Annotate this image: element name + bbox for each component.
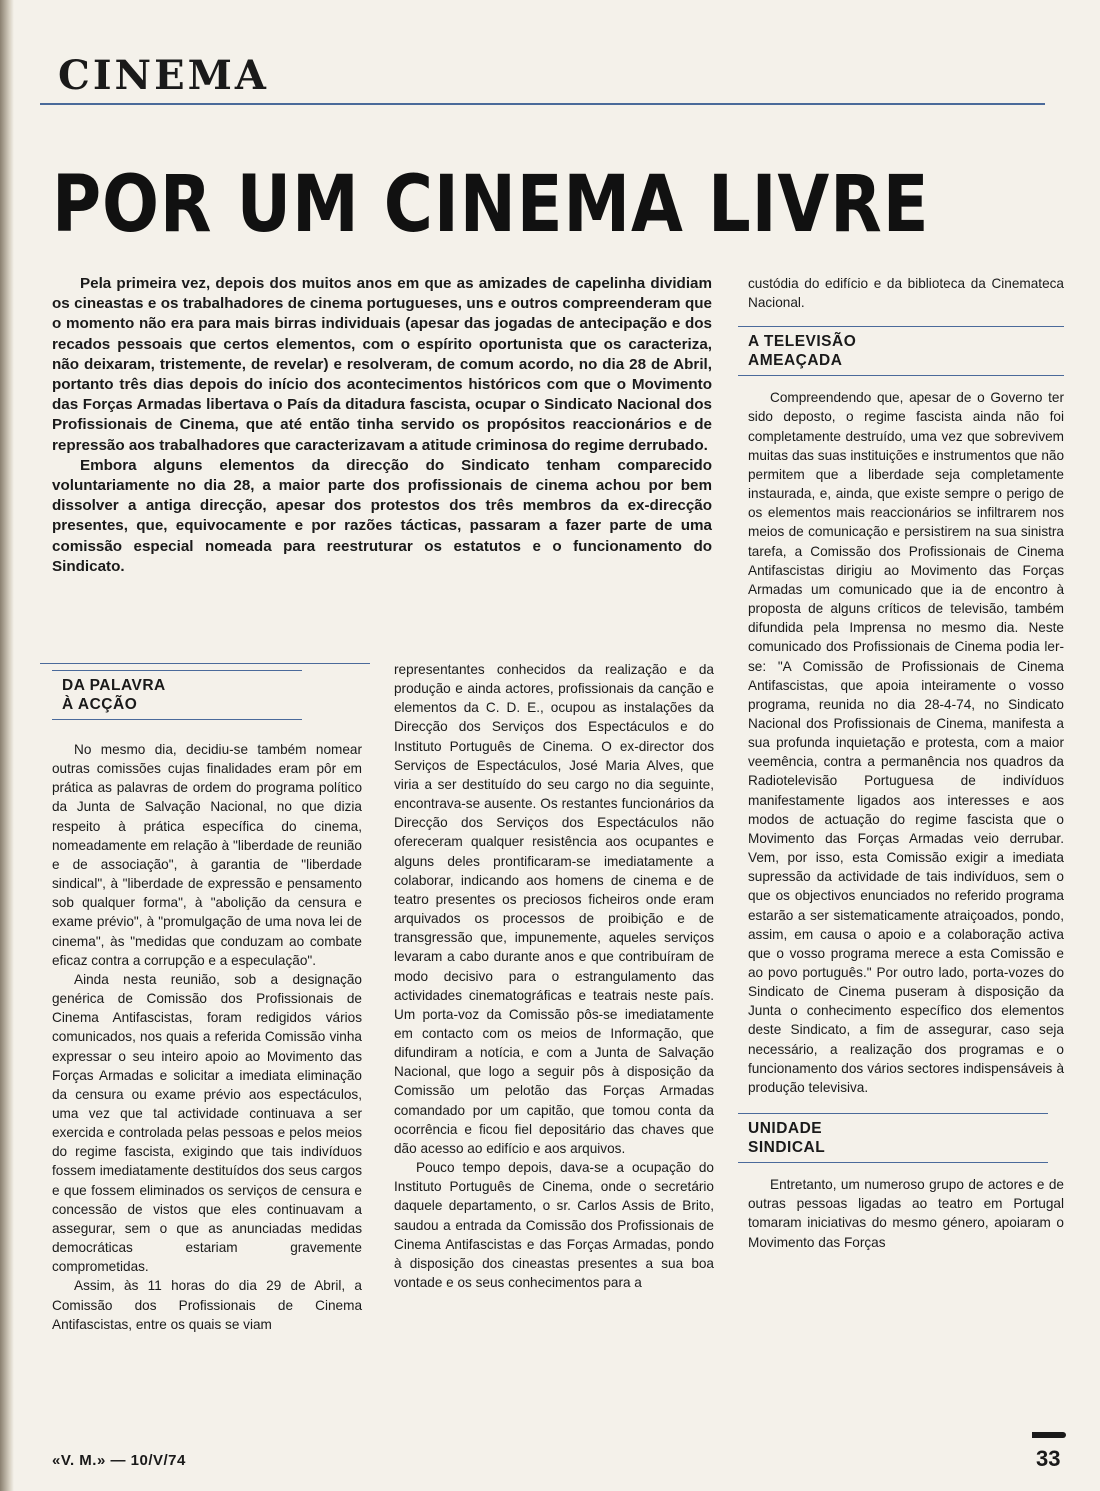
article-headline: POR UM CINEMA LIVRE bbox=[52, 160, 930, 250]
column-3 bbox=[748, 274, 1064, 1252]
paragraph: Ainda nesta reunião, sob a designação genérica de Comissão dos Profissionais de Cinema Antifascistas, foram redigidos vários comunicados, nos quais a referida Comissão vinha expressar o seu inteiro apoio ao Movimento das Forças Armadas e solicitar a imediata eliminação da censura ou exame prévio aos espectáculos, uma vez que tal actividade continuava a ser exercida e controlada pelas pessoas e pelos meios do regime fascista, exigindo que tais indivíduos fossem imediatamente destituídos dos seus cargos e que fossem eliminados os serviços de censura e concessão de vistos que eles continuavam a assegurar, sem o que as anunciadas medidas democráticas estariam gravemente comprometidas. bbox=[52, 971, 362, 1275]
paragraph: Entretanto, um numeroso grupo de actores e de outras pessoas ligadas ao teatro em Portugal tomaram iniciativas do mesmo género, apoiaram o Movimento das Forças bbox=[748, 1177, 1064, 1250]
paragraph: Assim, às 11 horas do dia 29 de Abril, a Comissão dos Profissionais de Cinema Antifascistas, entre os quais se viam bbox=[52, 1278, 362, 1332]
subhead-da-palavra bbox=[62, 670, 302, 720]
page-number: 33 bbox=[1036, 1446, 1061, 1471]
column-1 bbox=[52, 740, 362, 1334]
subhead-line: SINDICAL bbox=[748, 1139, 826, 1157]
section-title: CINEMA bbox=[58, 52, 269, 99]
paragraph: No mesmo dia, decidiu-se também nomear outras comissões cujas finalidades eram pôr em prática as palavras de ordem do programa político da Junta de Salvação Nacional, no que dizia respeito à prática específica do cinema, nomeadamente em relação à "liberdade de reunião e de associação", à garantia de "liberdade sindical", à "liberdade de expressão e pensamento sob qualquer forma", à "abolição da censura e exame prévio", à "promulgação de uma nova lei de cinema", às "medidas que conduzam ao combate eficaz contra a corrupção e a especulação". bbox=[52, 742, 362, 968]
issue-footer: «V. M.» — 10/V/74 bbox=[52, 1452, 186, 1469]
subhead-line: AMEAÇADA bbox=[748, 352, 843, 370]
page-edge-shadow bbox=[0, 0, 14, 1491]
article-lead bbox=[52, 274, 712, 577]
paragraph: Compreendendo que, apesar de o Governo ter sido deposto, o regime fascista ainda não foi completamente destruído, uma vez que sobrevivem muitas das suas instituições e instrumentos que não permitem que a liberdade seja completamente instaurada, e, ainda, que existe sempre o perigo de os elementos mais reaccionários se infiltrarem nos meios de comunicação e persistirem na sua sinistra tarefa, a Comissão dos Profissionais de Cinema Antifascistas dirigiu ao Movimento das Forças Armadas um comunicado que ia de encontro à proposta de alguns críticos de televisão, também difundida pela Imprensa no mesmo dia. Neste comunicado dos Profissionais de Cinema podia ler-se: "A Comissão de Profissionais de Cinema Antifascistas, que apoia inteiramente o vosso programa, reunida no dia 28-4-74, no Sindicato Nacional dos Profissionais de Cinema, manifesta a sua profunda inquietação e protesta, com a maior veemência, contra a permanência nos quadros da Radiotelevisão Portuguesa de indivíduos manifestamente ligados aos interesses e aos modos de actuação do regime fascista que o Movimento das Forças Armadas veio derrubar. Vem, por isso, esta Comissão exigir a imediata supressão da actividade de tais indivíduos, sem o que os objectivos enunciados no referido programa estarão a ser sistematicamente atraiçoados, pondo, assim, em causa o apoio e a colaboração activa que o vosso programa merece a esta Comissão e ao povo português." Por outro lado, porta-vozes do Sindicato de Cinema puseram à disposição da Junta o conhecimento específico dos elementos deste Sindicato, a fim de assegurar, caso seja necessário, a realização dos programas e o funcionamento dos vários sectores indispensáveis à produção televisiva. bbox=[748, 390, 1064, 1095]
paragraph: representantes conhecidos da realização e da produção e ainda actores, profissionais da canção e elementos da C. D. E., ocupou as instalações da Direcção dos Serviços dos Espectáculos e do Instituto Português de Cinema. O ex-director dos Serviços de Espectáculos, José Maria Alves, que viria a ser destituído do seu cargo no dia seguinte, encontrava-se ausente. Os restantes funcionários da Direcção dos Serviços dos Espectáculos não ofereceram qualquer resistência aos ocupantes e alguns deles prontificaram-se imediatamente a colaborar, indicando aos homens de cinema e de teatro presentes os preciosos ficheiros onde eram arquivados os processos de proibição e de transgressão que, impunemente, aqueles serviços levaram a cabo durante anos e que contribuíram de modo decisivo para o estrangulamento das actividades cinematográficas e teatrais neste país. Um porta-voz da Comissão pôs-se imediatamente em contacto com os meios de Informação, que difundiram a notícia, e com a Junta de Salvação Nacional, que logo a seguir pôs à disposição da Comissão um pelotão das Forças Armadas comandado por um capitão, que tomou conta da ocorrência e ficou fiel depositário das chaves que dão acesso ao edifício e aos arquivos. bbox=[394, 662, 714, 1156]
section-rule bbox=[40, 103, 1045, 105]
lead-paragraph: Pela primeira vez, depois dos muitos anos em que as amizades de capelinha dividiam os cineastas e os trabalhadores de cinema portugueses, uns e outros compreenderam que o momento não era para mais birras individuais (apesar das jogadas de antecipação e dos recados pessoais que certos elementos, com o espírito oportunista que os caracteriza, não deixaram, tristemente, de revelar) e resolveram, de comum acordo, no dia 28 de Abril, portanto três dias depois do início dos acontecimentos históricos com que o Movimento das Forças Armadas libertava o País da ditadura fascista, ocupar o Sindicato Nacional dos Profissionais de Cinema, que até então tinha servido os propósitos reaccionários e de repressão aos trabalhadores que caracterizavam a atitude criminosa do regime derrubado. bbox=[52, 275, 712, 454]
lead-paragraph: Embora alguns elementos da direcção do Sindicato tenham comparecido voluntariamente no dia 28, a maior parte dos profissionais de cinema achou por bem dissolver a antiga direcção, apesar dos protestos dos três membros da ex-direcção presentes, que, equivocamente e por razões tácticas, passaram a fazer parte de uma comissão especial nomeada para reestruturar os estatutos e o funcionamento do Sindicato. bbox=[52, 456, 712, 575]
subhead-line: DA PALAVRA bbox=[62, 677, 166, 694]
lead-rule bbox=[40, 663, 370, 664]
subhead-line: UNIDADE bbox=[748, 1120, 823, 1138]
subhead-televisao bbox=[748, 326, 1064, 376]
continue-arrow-icon bbox=[1032, 1432, 1066, 1438]
column-2 bbox=[394, 660, 714, 1292]
paragraph: Pouco tempo depois, dava-se a ocupação do Instituto Português de Cinema, onde o secretário daquele departamento, o sr. Carlos Assis de Brito, saudou a entrada da Comissão dos Profissionais de Cinema Antifascistas e das Forças Armadas, pondo à disposição dos cineastas presentes a sua boa vontade e os seus conhecimentos para a bbox=[394, 1160, 714, 1290]
subhead-line: À ACÇÃO bbox=[62, 696, 138, 713]
subhead-unidade bbox=[748, 1113, 1048, 1163]
subhead-line: A TELEVISÃO bbox=[748, 333, 857, 351]
paragraph: custódia do edifício e da biblioteca da Cinemateca Nacional. bbox=[748, 276, 1064, 311]
